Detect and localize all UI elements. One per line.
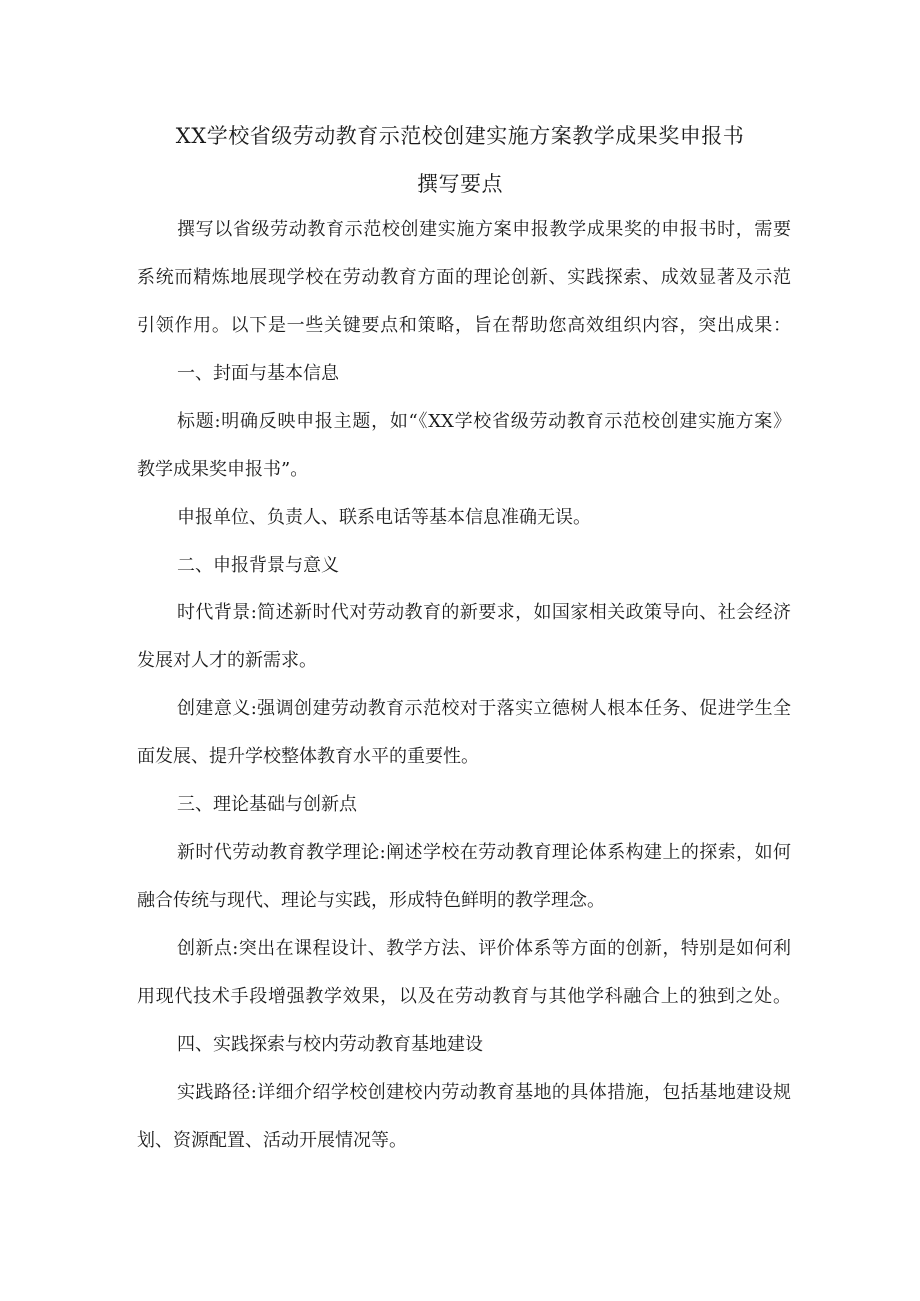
intro-paragraph-line: 引领作用。以下是一些关键要点和策略，旨在帮助您高效组织内容，突出成果： xyxy=(137,315,791,336)
paragraph-line: 时代背景:简述新时代对劳动教育的新要求，如国家相关政策导向、社会经济 xyxy=(177,602,791,623)
paragraph-line: 教学成果奖申报书”。 xyxy=(137,459,309,480)
paragraph-line: 新时代劳动教育教学理论:阐述学校在劳动教育理论体系构建上的探索，如何 xyxy=(177,842,791,863)
section-heading: 三、理论基础与创新点 xyxy=(177,794,357,815)
intro-paragraph-line: 撰写以省级劳动教育示范校创建实施方案申报教学成果奖的申报书时，需要 xyxy=(177,219,791,240)
paragraph-line: 标题:明确反映申报主题，如“《XX学校省级劳动教育示范校创建实施方案》 xyxy=(177,411,791,432)
paragraph-line: 实践路径:详细介绍学校创建校内劳动教育基地的具体措施，包括基地建设规 xyxy=(177,1082,791,1103)
document-subtitle: 撰写要点 xyxy=(417,172,503,196)
paragraph-line: 划、资源配置、活动开展情况等。 xyxy=(137,1130,407,1151)
paragraph-line: 面发展、提升学校整体教育水平的重要性。 xyxy=(137,746,479,767)
section-heading: 四、实践探索与校内劳动教育基地建设 xyxy=(177,1034,483,1055)
paragraph-line: 申报单位、负责人、联系电话等基本信息准确无误。 xyxy=(177,507,591,528)
paragraph-line: 创新点:突出在课程设计、教学方法、评价体系等方面的创新，特别是如何利 xyxy=(177,938,791,959)
paragraph-line: 用现代技术手段增强教学效果，以及在劳动教育与其他学科融合上的独到之处。 xyxy=(137,986,791,1007)
paragraph-line: 发展对人才的新需求。 xyxy=(137,650,317,671)
section-heading: 二、申报背景与意义 xyxy=(177,555,339,576)
paragraph-line: 融合传统与现代、理论与实践，形成特色鲜明的教学理念。 xyxy=(137,890,605,911)
paragraph-line: 创建意义:强调创建劳动教育示范校对于落实立德树人根本任务、促进学生全 xyxy=(177,698,791,719)
document-title: XX学校省级劳动教育示范校创建实施方案教学成果奖申报书 xyxy=(175,124,745,148)
intro-paragraph-line: 系统而精炼地展现学校在劳动教育方面的理论创新、实践探索、成效显著及示范 xyxy=(137,267,791,288)
section-heading: 一、封面与基本信息 xyxy=(177,363,339,384)
